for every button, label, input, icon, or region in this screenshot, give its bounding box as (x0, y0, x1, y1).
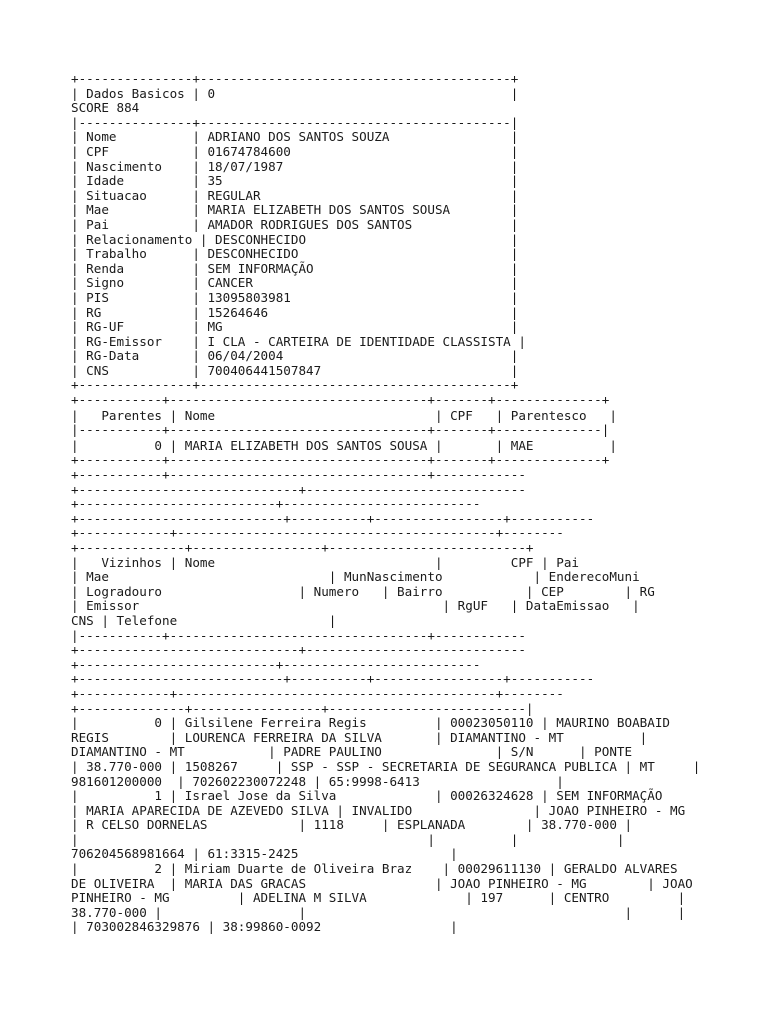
vizinhos-separator: +--------------------------+-------------------------- (71, 656, 481, 672)
divider-line: +------------+------------------------------------------+-------- (71, 525, 564, 541)
row-cpf: | CPF | 01674784600 | (71, 143, 519, 159)
vizinhos-header-line: CNS | Telefone | (71, 612, 337, 628)
row-trabalho: | Trabalho | DESCONHECIDO | (71, 246, 519, 262)
vizinhos-row-0-line: | 0 | Gilsilene Ferreira Regis | 00023050110 | MAURINO BOABAID (71, 715, 670, 731)
row-nome: | Nome | ADRIANO DOS SANTOS SOUZA | (71, 129, 519, 145)
vizinhos-separator: +--------------+-----------------+--------------------------| (71, 700, 534, 716)
vizinhos-row-0-line: | 38.770-000 | 1508267 | SSP - SSP - SECRETARIA DE SEGURANCA PUBLICA | MT | (71, 758, 701, 774)
vizinhos-header-line: | Logradouro | Numero | Bairro | CEP | RG (71, 583, 655, 599)
row-rg-emissor: | RG-Emissor | I CLA - CARTEIRA DE IDENTIDADE CLASSISTA | (71, 333, 526, 349)
row-pis: | PIS | 13095803981 | (71, 289, 519, 305)
basic-table-top-border: +---------------+-----------------------------------------+ (71, 71, 519, 86)
row-signo: | Signo | CANCER | (71, 275, 519, 291)
parentes-table-separator: |-----------+----------------------------------+-------+--------------| (71, 422, 610, 438)
report-text (71, 72, 761, 935)
basic-table-header-row: | Dados Basicos | 0 | (71, 85, 519, 101)
row-situacao: | Situacao | REGULAR | (71, 187, 519, 203)
vizinhos-row-2-line: | 2 | Miriam Duarte de Oliveira Braz | 00029611130 | GERALDO ALVARES (71, 861, 678, 877)
row-pai: | Pai | AMADOR RODRIGUES DOS SANTOS | (71, 216, 519, 232)
vizinhos-header-line: | Emissor | RgUF | DataEmissao | (71, 598, 640, 614)
vizinhos-row-2-line: PINHEIRO - MG | ADELINA M SILVA | 197 | CENTRO | (71, 890, 686, 906)
vizinhos-row-0-line: DIAMANTINO - MT | PADRE PAULINO | S/N | PONTE (71, 744, 633, 760)
divider-line: +---------------------------+----------+-----------------+----------- (71, 510, 595, 526)
row-rg: | RG | 15264646 | (71, 304, 519, 320)
row-rg-data: | RG-Data | 06/04/2004 | (71, 348, 519, 364)
vizinhos-row-0-line: 981601200000 | 702602230072248 | 65:9998-6413 | (71, 773, 564, 789)
vizinhos-separator: +---------------------------+----------+-----------------+----------- (71, 671, 595, 687)
row-renda: | Renda | SEM INFORMAÇÃO | (71, 260, 519, 276)
parentes-row-0: | 0 | MARIA ELIZABETH DOS SANTOS SOUSA | | MAE | (71, 437, 617, 453)
row-nascimento: | Nascimento | 18/07/1987 | (71, 158, 519, 174)
vizinhos-header-line: | Vizinhos | Nome | CPF | Pai (71, 554, 579, 570)
row-rg-uf: | RG-UF | MG | (71, 319, 519, 335)
vizinhos-row-2-line: | 703002846329876 | 38:99860-0092 | (71, 919, 458, 935)
divider-line: +-----------+----------------------------------+------------ (71, 467, 526, 483)
vizinhos-table-top-border: +--------------+-----------------+--------------------------+ (71, 540, 534, 555)
row-idade: | Idade | 35 | (71, 173, 519, 189)
row-relacionamento: | Relacionamento | DESCONHECIDO | (71, 231, 519, 247)
vizinhos-header-line: | Mae | MunNascimento | EnderecoMuni (71, 569, 640, 585)
vizinhos-separator: +------------+------------------------------------------+-------- (71, 685, 564, 701)
vizinhos-separator: +-----------------------------+----------------------------- (71, 642, 526, 658)
parentes-table-header: | Parentes | Nome | CPF | Parentesco | (71, 407, 617, 423)
vizinhos-row-1-line: | R CELSO DORNELAS | 1118 | ESPLANADA | 38.770-000 | (71, 817, 633, 833)
row-mae: | Mae | MARIA ELIZABETH DOS SANTOS SOUSA | (71, 202, 519, 218)
vizinhos-row-0-line: REGIS | LOURENCA FERREIRA DA SILVA | DIAMANTINO - MT | (71, 729, 648, 745)
row-cns: | CNS | 700406441507847 | (71, 362, 519, 378)
vizinhos-row-1-line: | MARIA APARECIDA DE AZEVEDO SILVA | INVALIDO | JOAO PINHEIRO - MG (71, 802, 686, 818)
vizinhos-row-2-line: DE OLIVEIRA | MARIA DAS GRACAS | JOAO PINHEIRO - MG | JOAO (71, 875, 693, 891)
vizinhos-row-1-line: 706204568981664 | 61:3315-2425 | (71, 846, 458, 862)
vizinhos-row-1-line: | | | | (71, 831, 625, 847)
divider-line: +--------------------------+-------------------------- (71, 496, 481, 512)
parentes-table-bottom-border: +-----------+----------------------------------+-------+--------------+ (71, 452, 610, 468)
divider-line: +-----------------------------+----------------------------- (71, 481, 526, 497)
vizinhos-separator: |-----------+----------------------------------+------------ (71, 627, 526, 643)
score-line: SCORE 884 (71, 100, 140, 116)
basic-table-separator: |---------------+-----------------------------------------| (71, 114, 519, 130)
basic-table-bottom-border: +---------------+-----------------------------------------+ (71, 377, 519, 393)
vizinhos-row-2-line: 38.770-000 | | | | (71, 904, 686, 920)
vizinhos-row-1-line: | 1 | Israel Jose da Silva | 00026324628 | SEM INFORMAÇÃO (71, 788, 663, 804)
parentes-table-top-border: +-----------+----------------------------------+-------+--------------+ (71, 392, 610, 408)
